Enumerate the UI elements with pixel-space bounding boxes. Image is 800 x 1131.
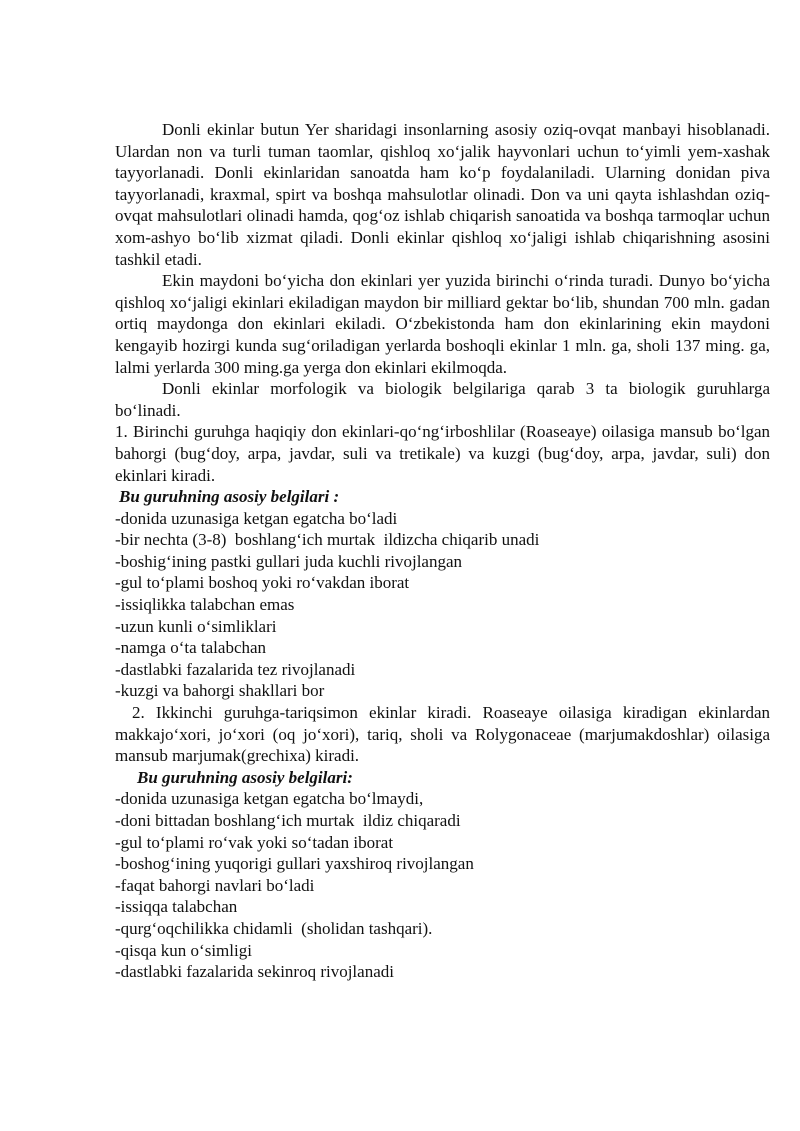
list-item: -gul to‘plami ro‘vak yoki so‘tadan iborat bbox=[115, 832, 394, 852]
list-item: -dastlabki fazalarida sekinroq rivojlanadi bbox=[115, 962, 394, 982]
list-item: -issiqlikka talabchan emas bbox=[115, 595, 295, 615]
list-item: -faqat bahorgi navlari bo‘ladi bbox=[115, 875, 315, 895]
intro-paragraph: Donli ekinlar butun Yer sharidagi insonlarning asosiy oziq-ovqat manbayi hisoblanadi. Ulardan non va turli tuman taomlar, qishloq xo‘jalik hayvonlari uchun to‘yimli yem-xashak tayyorlanadi. Donli ekinlaridan sanoatda ham ko‘p foydalaniladi. Ularning donidan piva tayyorlanadi, kraxmal, spirt va boshqa mahsulotlar olinadi. Don va uni qayta ishlashdan oziq-ovqat mahsulotlari olinadi hamda, qog‘oz ishlab chiqarish sanoatida va boshqa tarmoqlar uchun xom-ashyo bo‘lib xizmat qiladi. Donli ekinlar qishloq xo‘jaligi ishlab chiqarishning asosini tashkil etadi. bbox=[115, 120, 770, 269]
second-group-paragraph: 2. Ikkinchi guruhga-tariqsimon ekinlar kiradi. Roaseaye oilasiga kiradigan ekinlardan makkajo‘xori, jo‘xori (oq jo‘xori), tariq, sholi va Rolygonaceae (marjumakdoshlar) oilasiga mansub marjumak(grechixa) kiradi. bbox=[115, 703, 770, 766]
list-item: -donida uzunasiga ketgan egatcha bo‘lmaydi, bbox=[115, 789, 424, 809]
groups-paragraph: Donli ekinlar morfologik va biologik belgilariga qarab 3 ta biologik guruhlarga bo‘linadi. bbox=[115, 379, 770, 420]
list-item: -uzun kunli o‘simliklari bbox=[115, 616, 277, 636]
list-item: -qisqa kun o‘simligi bbox=[115, 940, 252, 960]
list-item: -gul to‘plami boshoq yoki ro‘vakdan iborat bbox=[115, 573, 410, 593]
list-item: -namga o‘ta talabchan bbox=[115, 638, 267, 658]
list-item: -donida uzunasiga ketgan egatcha bo‘ladi bbox=[115, 508, 398, 528]
list-item: -kuzgi va bahorgi shakllari bor bbox=[115, 681, 325, 701]
first-group-list bbox=[115, 508, 770, 702]
list-item: -boshig‘ining pastki gullari juda kuchli rivojlangan bbox=[115, 551, 463, 571]
second-group-list bbox=[115, 788, 770, 982]
list-item: -issiqqa talabchan bbox=[115, 897, 238, 917]
document-page bbox=[115, 119, 770, 983]
area-paragraph: Ekin maydoni bo‘yicha don ekinlari yer yuzida birinchi o‘rinda turadi. Dunyo bo‘yicha qishloq xo‘jaligi ekinlari ekiladigan maydon bir milliard gektar bo‘lib, shundan 700 mln. gadan ortiq maydonga don ekinlari ekiladi. O‘zbekistonda ham don ekinlarining ekin maydoni kengayib hozirgi kunda sug‘oriladigan yerlarda boshoqli ekinlar 1 mln. ga, sholi 137 ming. ga, lalmi yerlarda 300 ming.ga yerga don ekinlari ekilmoqda. bbox=[115, 271, 770, 377]
list-item: -boshog‘ining yuqorigi gullari yaxshiroq rivojlangan bbox=[115, 854, 474, 874]
first-group-paragraph: 1. Birinchi guruhga haqiqiy don ekinlari-qo‘ng‘irboshlilar (Roaseaye) oilasiga mansub bo‘lgan bahorgi (bug‘doy, arpa, javdar, suli va tretikale) va kuzgi (bug‘doy, arpa, javdar, suli) don ekinlari kiradi. bbox=[115, 422, 770, 485]
first-group-heading: Bu guruhning asosiy belgilari : bbox=[119, 487, 340, 507]
second-group-heading: Bu guruhning asosiy belgilari: bbox=[137, 767, 353, 787]
list-item: -doni bittadan boshlang‘ich murtak ildiz chiqaradi bbox=[115, 811, 461, 830]
list-item: -dastlabki fazalarida tez rivojlanadi bbox=[115, 659, 356, 679]
list-item: -qurg‘oqchilikka chidamli (sholidan tashqari). bbox=[115, 918, 433, 938]
list-item: -bir nechta (3-8) boshlang‘ich murtak ildizcha chiqarib unadi bbox=[115, 530, 540, 550]
